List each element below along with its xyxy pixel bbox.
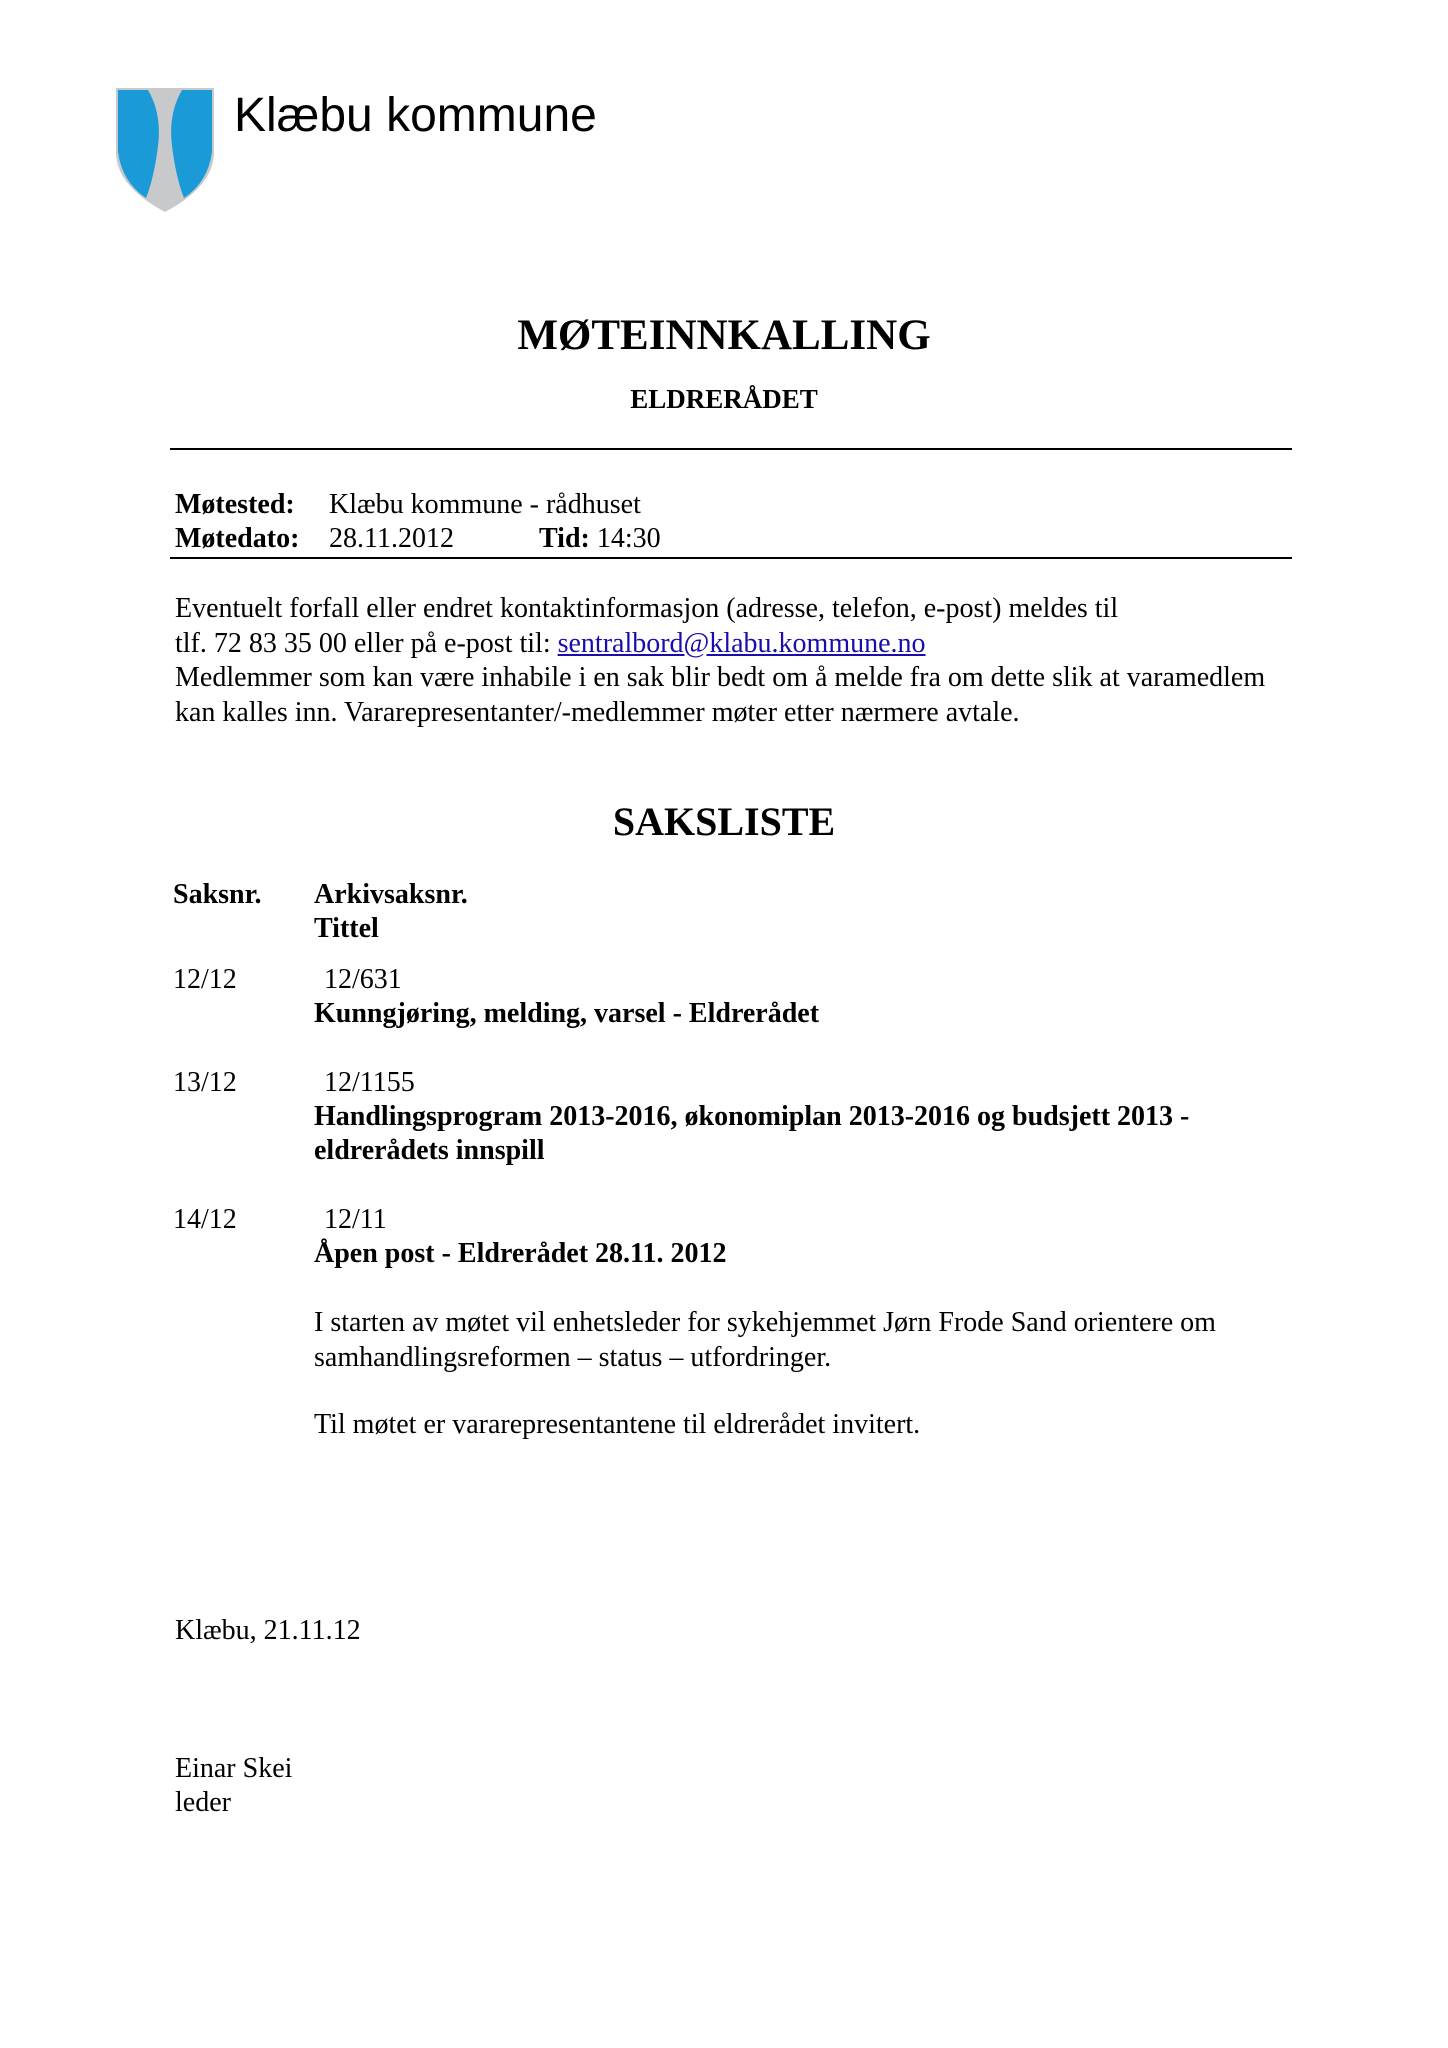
notice-text: [175, 592, 1295, 730]
agenda-item-title: Handlingsprogram 2013-2016, økonomiplan 2013-2016 og budsjett 2013 - eldrerådets innspill: [314, 1101, 1190, 1166]
document-subtitle: ELDRERÅDET: [630, 384, 818, 414]
agenda-item-arkivsaksnr: 12/1155: [324, 1067, 415, 1098]
agenda-note: I starten av møtet vil enhetsleder for sykehjemmet Jørn Frode Sand orientere om samhandlingsreformen – status – utfordringer.: [314, 1307, 1216, 1373]
notice-line-1: Eventuelt forfall eller endret kontaktinformasjon (adresse, telefon, e-post) meldes til: [175, 593, 1119, 624]
column-header-tittel: Tittel: [314, 913, 379, 944]
agenda-item-saksnr: 14/12: [173, 1204, 237, 1235]
agenda-item-arkivsaksnr: 12/631: [324, 964, 402, 995]
municipal-crest-logo: [112, 86, 218, 214]
notice-line-3: Medlemmer som kan være inhabile i en sak blir bedt om å melde fra om dette slik at varamedlem kan kalles inn. Vararepresentanter/-medlemmer møter etter nærmere avtale.: [175, 662, 1266, 728]
agenda-item-saksnr: 13/12: [173, 1067, 237, 1098]
email-link[interactable]: sentralbord@klabu.kommune.no: [557, 627, 926, 659]
agenda-item-arkivsaksnr: 12/11: [324, 1204, 387, 1235]
signer-role: leder: [175, 1787, 231, 1818]
divider: [170, 557, 1292, 559]
column-header-arkivsaksnr: Arkivsaksnr.: [314, 879, 468, 910]
agenda-item-title: Kunngjøring, melding, varsel - Eldrerådet: [314, 998, 820, 1029]
organization-name: Klæbu kommune: [234, 89, 597, 142]
agenda-title: SAKSLISTE: [612, 799, 836, 844]
meeting-place-label: Møtested:: [175, 489, 295, 520]
notice-line-2: tlf. 72 83 35 00 eller på e-post til: sentralbord@klabu.kommune.no: [175, 627, 926, 659]
signer-name: Einar Skei: [175, 1753, 293, 1784]
agenda-item-saksnr: 12/12: [173, 964, 237, 995]
document-title: MØTEINNKALLING: [517, 312, 931, 359]
agenda-note: Til møtet er vararepresentantene til eldrerådet invitert.: [314, 1409, 921, 1440]
meeting-time: Tid: 14:30: [539, 523, 661, 554]
meeting-place-value: Klæbu kommune - rådhuset: [329, 489, 641, 520]
agenda-item-title: Åpen post - Eldrerådet 28.11. 2012: [314, 1238, 727, 1269]
place-date: Klæbu, 21.11.12: [175, 1615, 361, 1646]
column-header-saksnr: Saksnr.: [173, 879, 262, 910]
meeting-time-value: 14:30: [596, 523, 661, 554]
meeting-date-value: 28.11.2012: [329, 523, 454, 554]
meeting-date-label: Møtedato:: [175, 523, 300, 554]
divider: [170, 448, 1292, 450]
